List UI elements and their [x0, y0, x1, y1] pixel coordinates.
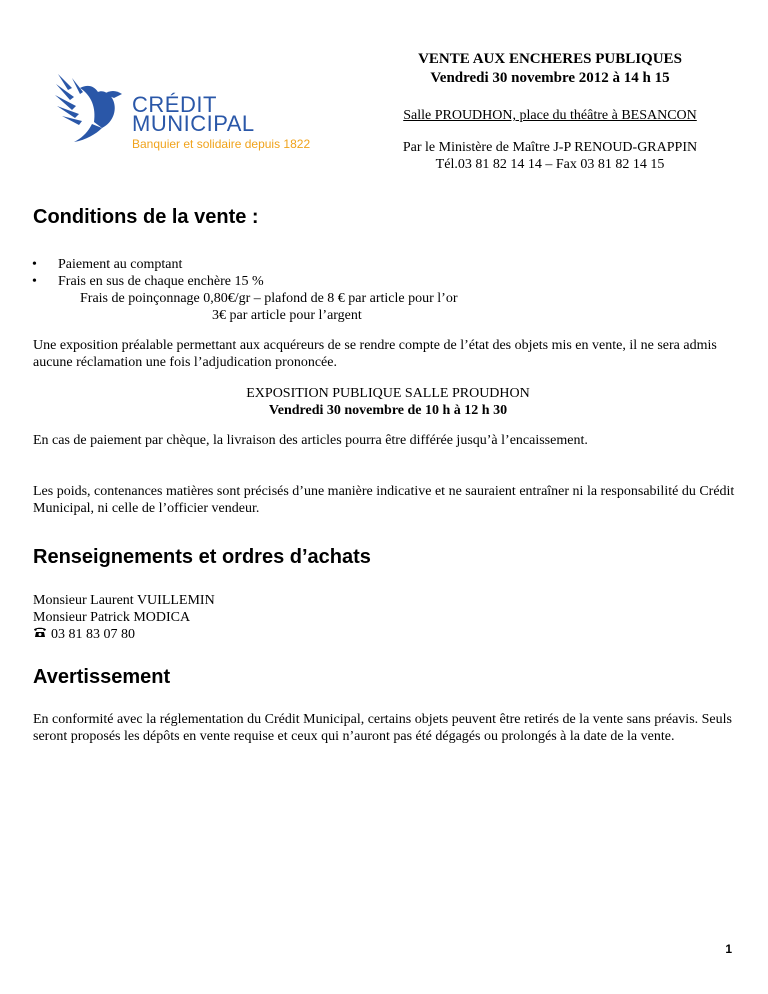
renseignements-heading: Renseignements et ordres d’achats: [33, 546, 371, 568]
poinconnage-line-2: 3€ par article pour l’argent: [212, 308, 362, 323]
bullet-paiement: • Paiement au comptant: [58, 256, 182, 273]
header-salle: Salle PROUDHON, place du théâtre à BESANCON: [403, 108, 697, 123]
bullet-frais: • Frais en sus de chaque enchère 15 %: [58, 273, 264, 290]
logo-line-2: MUNICIPAL: [132, 111, 255, 136]
exposition-paragraph: Une exposition préalable permettant aux acquéreurs de se rendre compte de l’état des objets mis en vente, il ne sera admis aucune réclamation une fois l’adjudication prononcée.: [33, 338, 717, 370]
avertissement-heading: Avertissement: [33, 666, 171, 688]
header-tel: Tél.03 81 82 14 14 – Fax 03 81 82 14 15: [435, 157, 665, 172]
header-ministere: Par le Ministère de Maître J-P RENOUD-GRAPPIN: [402, 140, 698, 155]
header-subtitle: Vendredi 30 novembre 2012 à 14 h 15: [430, 70, 670, 86]
phone-line: [33, 626, 135, 643]
credit-municipal-logo: [52, 64, 342, 154]
header-title: VENTE AUX ENCHERES PUBLIQUES: [418, 51, 682, 67]
logo-tagline: Banquier et solidaire depuis 1822: [132, 137, 311, 151]
avertissement-paragraph: En conformité avec la réglementation du Crédit Municipal, certains objets peuvent être retirés de la vente sans préavis. Seuls seront proposés les dépôts en vente requise et ceux qui n’auront pas été dégagés ou prolongés à la date de la vente.: [33, 712, 732, 744]
expo-date: Vendredi 30 novembre de 10 h à 12 h 30: [268, 403, 508, 418]
conditions-heading: Conditions de la vente :: [33, 206, 259, 228]
cheque-paragraph: En cas de paiement par chèque, la livraison des articles pourra être différée jusqu’à l’encaissement.: [33, 433, 588, 448]
page-number: 1: [725, 942, 732, 956]
phone-number: 03 81 83 07 80: [51, 627, 135, 642]
telephone-icon: [33, 626, 47, 643]
poinconnage-line-1: Frais de poinçonnage 0,80€/gr – plafond de 8 € par article pour l’or: [80, 291, 458, 306]
poids-paragraph: Les poids, contenances matières sont précisés d’une manière indicative et ne sauraient entraîner ni la responsabilité du Crédit Municipal, ni celle de l’officier vendeur.: [33, 484, 735, 516]
expo-title: EXPOSITION PUBLIQUE SALLE PROUDHON: [246, 386, 530, 401]
logo-line-1: CRÉDIT: [132, 92, 217, 117]
eagle-logo-icon: [52, 68, 132, 148]
contact-1: Monsieur Laurent VUILLEMIN: [33, 593, 215, 608]
contact-2: Monsieur Patrick MODICA: [33, 610, 191, 625]
